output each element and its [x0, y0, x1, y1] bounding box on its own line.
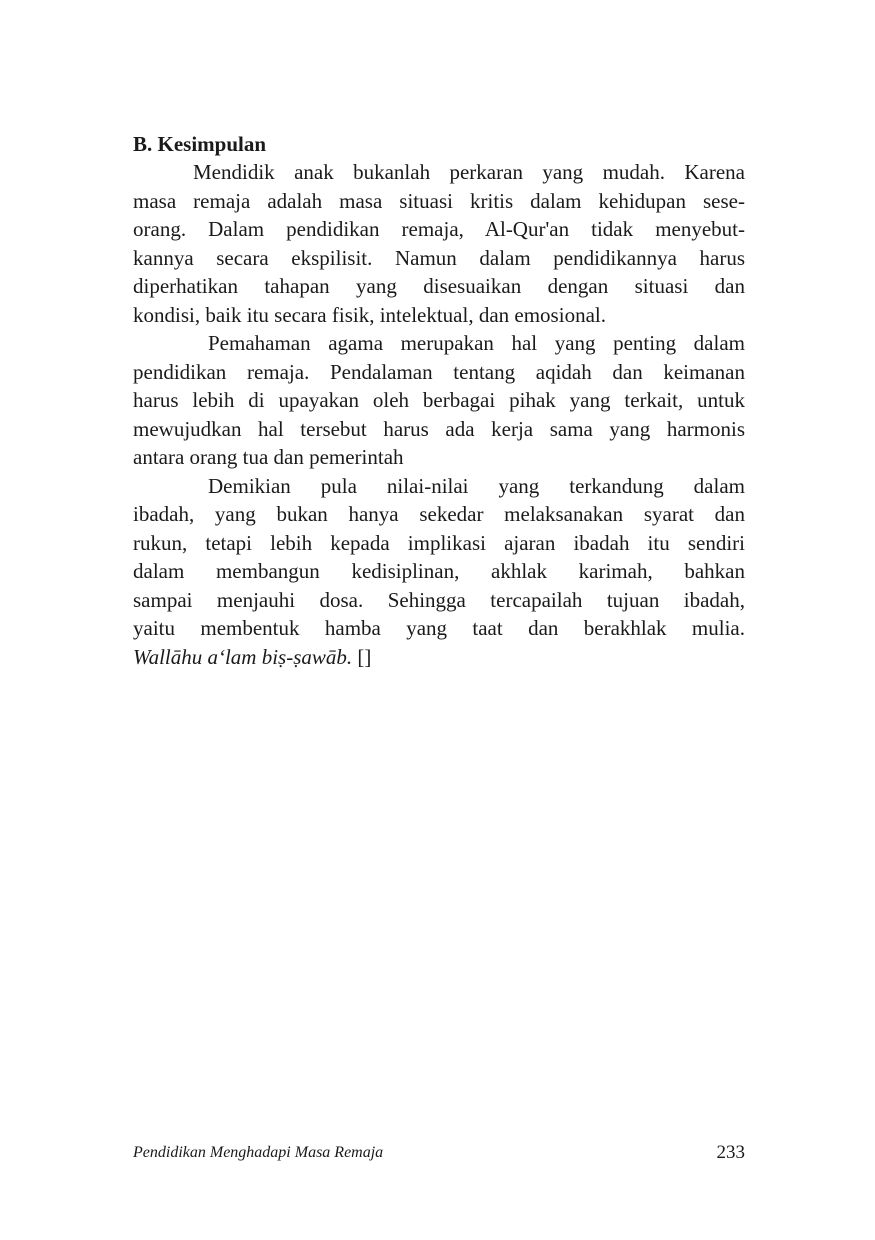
page-number: 233 [716, 1142, 745, 1163]
main-text [133, 130, 745, 671]
text-line: Mendidik anak bukanlah perkaran yang mudah. Karena [193, 160, 745, 184]
text-line: masa remaja adalah masa situasi kritis dalam kehidupan sese- [133, 188, 745, 213]
text-line: sampai menjauhi dosa. Sehingga tercapailah tujuan ibadah, [133, 587, 745, 612]
text-line: orang. Dalam pendidikan remaja, Al-Qur'an tidak menyebut- [133, 217, 745, 241]
paragraph-1 [133, 158, 745, 329]
paragraph-3 [133, 472, 745, 672]
text-line: Pemahaman agama merupakan hal yang penting dalam [208, 331, 745, 355]
end-mark: [] [352, 644, 372, 669]
closing-line [133, 643, 745, 672]
text-line: rukun, tetapi lebih kepada implikasi ajaran ibadah itu sendiri [133, 530, 745, 555]
text-line: Demikian pula nilai-nilai yang terkandung dalam [208, 473, 745, 498]
paragraph-2 [133, 329, 745, 472]
text-line: ibadah, yang bukan hanya sekedar melaksanakan syarat dan [133, 502, 745, 526]
text-line: mewujudkan hal tersebut harus ada kerja sama yang harmonis [133, 416, 745, 441]
text-line: kannya secara ekspilisit. Namun dalam pendidikannya harus [133, 245, 745, 270]
page-footer [133, 1142, 745, 1168]
running-footer-title: Pendidikan Menghadapi Masa Remaja [133, 1144, 384, 1161]
text-line: diperhatikan tahapan yang disesuaikan dengan situasi dan [133, 274, 745, 298]
text-line: kondisi, baik itu secara fisik, intelektual, dan emosional. [133, 302, 606, 327]
text-line: harus lebih di upayakan oleh berbagai pihak yang terkait, untuk [133, 388, 745, 412]
text-line: pendidikan remaja. Pendalaman tentang aqidah dan keimanan [133, 359, 745, 384]
text-line: yaitu membentuk hamba yang taat dan berakhlak mulia. [133, 616, 745, 640]
closing-phrase: Wallāhu a‘lam biṣ-ṣawāb. [133, 644, 353, 669]
text-line: dalam membangun kedisiplinan, akhlak karimah, bahkan [133, 559, 745, 583]
text-line: antara orang tua dan pemerintah [133, 445, 404, 469]
section-heading: B. Kesimpulan [133, 132, 267, 156]
